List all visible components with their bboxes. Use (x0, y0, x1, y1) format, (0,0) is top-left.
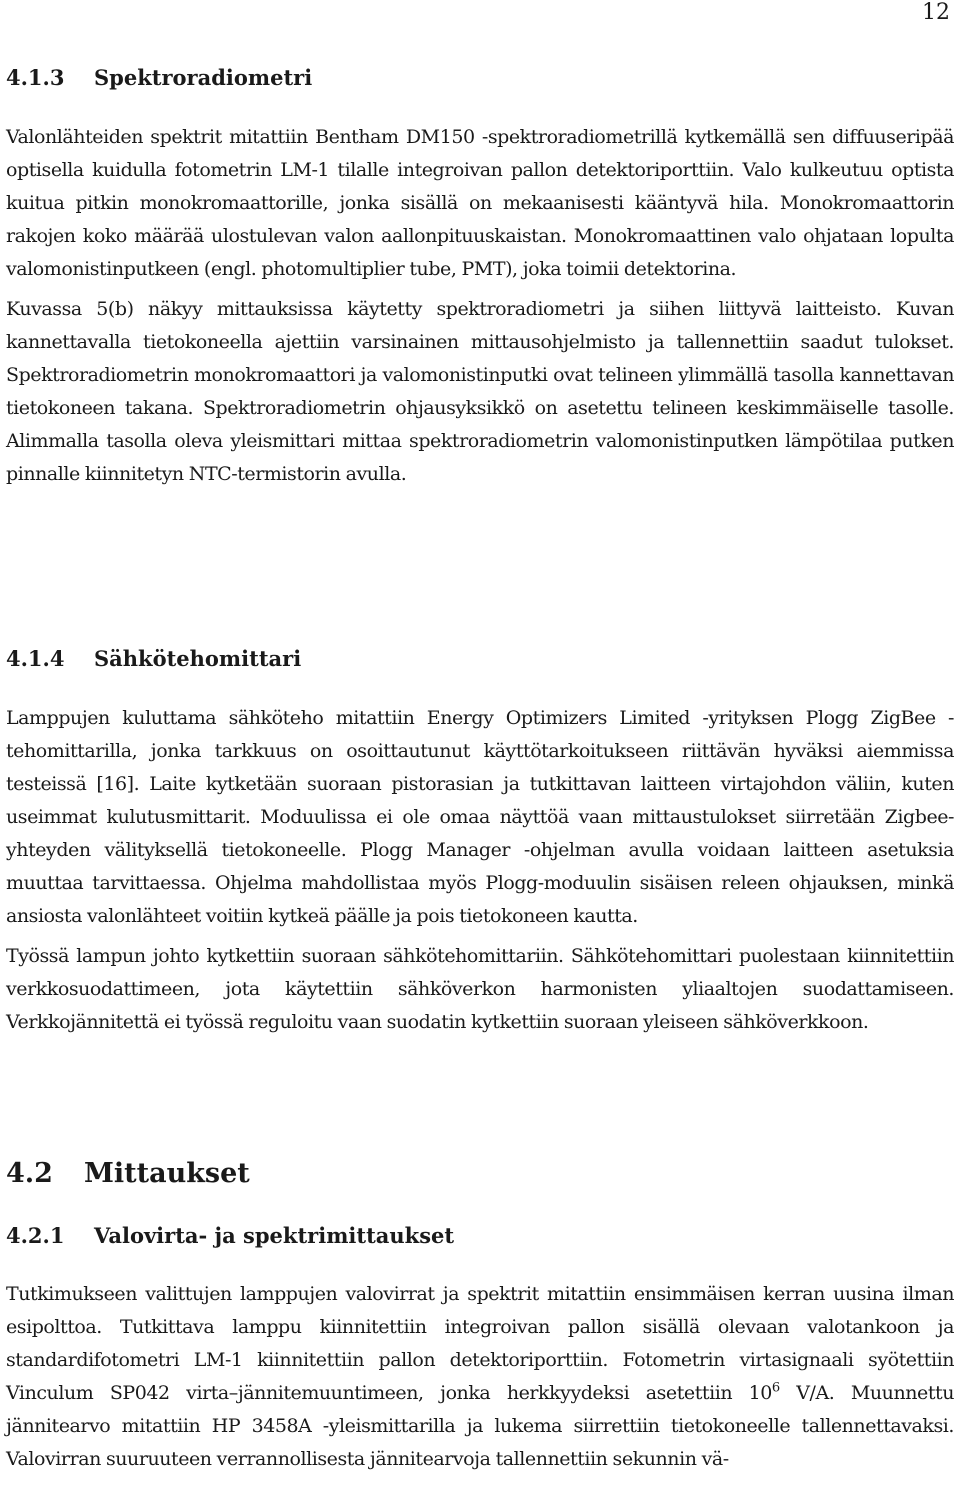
section-heading (6, 1222, 954, 1250)
section-title: Mittaukset (84, 1158, 250, 1189)
section-mittaukset (6, 1157, 954, 1191)
section-title: Sähkötehomittari (94, 646, 302, 671)
paragraph-text: Tutkimukseen valittujen lamppujen valovirrat ja spektrit mitattiin ensimmäisen kerran uusina ilman esipolttoa. Tutkittava lamppu kiinnitettiin integroivan pallon sisällä olevaan valotankoon ja standardifotometri LM-1 kiinnitettiin pallon detektoriporttiin. Fotometrin virtasignaali syötettiin Vinculum SP042 virta–jännitemuuntimeen, jonka herkkyydeksi asetettiin 10 (6, 1283, 954, 1404)
paragraph: Työssä lampun johto kytkettiin suoraan sähkötehomittariin. Sähkötehomittari puolestaan kiinnitettiin verkkosuodattimeen, jota käytettiin sähköverkon harmonisten yliaaltojen suodattamiseen. Verkkojännitettä ei työssä reguloitu vaan suodatin kytkettiin suoraan yleiseen sähköverkkoon. (6, 945, 954, 1033)
section-number: 4.2.1 (6, 1223, 65, 1248)
section-heading (6, 64, 954, 92)
paragraph: Valonlähteiden spektrit mitattiin Bentham DM150 -spektroradiometrillä kytkemällä sen diffuuseripää optisella kuidulla fotometrin LM-1 tilalle integroivan pallon detektoriporttiin. Valo kulkeutuu optista kuitua pitkin monokromaattorille, jonka sisällä on mekaanisesti kääntyvä hila. Monokromaattorin rakojen koko määrää ulostulevan valon aallonpituuskaistan. Monokromaattinen valo ohjataan lopulta valomonistinputkeen (engl. photomultiplier tube, PMT), joka toimii detektorina. (6, 126, 954, 280)
section-number: 4.2 (6, 1158, 53, 1189)
section-valovirta (6, 1222, 954, 1476)
paragraph: Kuvassa 5(b) näkyy mittauksissa käytetty spektroradiometri ja siihen liittyvä laitteisto. Kuvan kannettavalla tietokoneella ajettiin varsinainen mittausohjelmisto ja tallennettiin saadut tulokset. Spektroradiometrin monokromaattori ja valomonistinputki ovat telineen ylimmällä tasolla kannettavan tietokoneen takana. Spektroradiometrin ohjausyksikkö on asetettu telineen keskimmäiselle tasolle. Alimmalla tasolla oleva yleismittari mittaa spektroradiometrin valomonistinputken lämpötilaa putken pinnalle kiinnitetyn NTC-termistorin avulla. (6, 298, 954, 485)
section-title: Spektroradiometri (94, 65, 313, 90)
section-title: Valovirta- ja spektrimittaukset (94, 1223, 455, 1248)
exponent: 6 (771, 1380, 780, 1396)
paragraph: Lamppujen kuluttama sähköteho mitattiin Energy Optimizers Limited -yrityksen Plogg ZigBee -tehomittarilla, jonka tarkkuus on osoittautunut käyttötarkoitukseen riittävän hyväksi aiemmissa testeissä [16]. Laite kytketään suoraan pistorasian ja tutkittavan laitteen virtajohdon väliin, kuten useimmat kulutusmittarit. Moduulissa ei ole omaa näyttöä vaan mittaustulokset siirretään Zigbee-yhteyden välityksellä tietokoneelle. Plogg Manager -ohjelman avulla voidaan laitteen asetuksia muuttaa tarvittaessa. Ohjelma mahdollistaa myös Plogg-moduulin sisäisen releen ohjauksen, minkä ansiosta valonlähteet voitiin kytkeä päälle ja pois tietokoneen kautta. (6, 707, 954, 927)
paragraph (6, 1278, 954, 1476)
section-number: 4.1.3 (6, 65, 65, 90)
section-number: 4.1.4 (6, 646, 65, 671)
section-spektroradiometri (6, 64, 954, 491)
paragraph-text: V/A. Muunnettu jännitearvo mitattiin HP 3458A -yleismittarilla ja lukema siirrettiin tietokoneelle tallennettavaksi. Valovirran suuruuteen verrannollisesta jännitearvoja tallennettiin sekunnin vä- (6, 1382, 954, 1470)
page-number: 12 (922, 0, 950, 25)
section-heading (6, 1157, 954, 1191)
section-sahkotehomittari (6, 645, 954, 1039)
section-heading (6, 645, 954, 673)
